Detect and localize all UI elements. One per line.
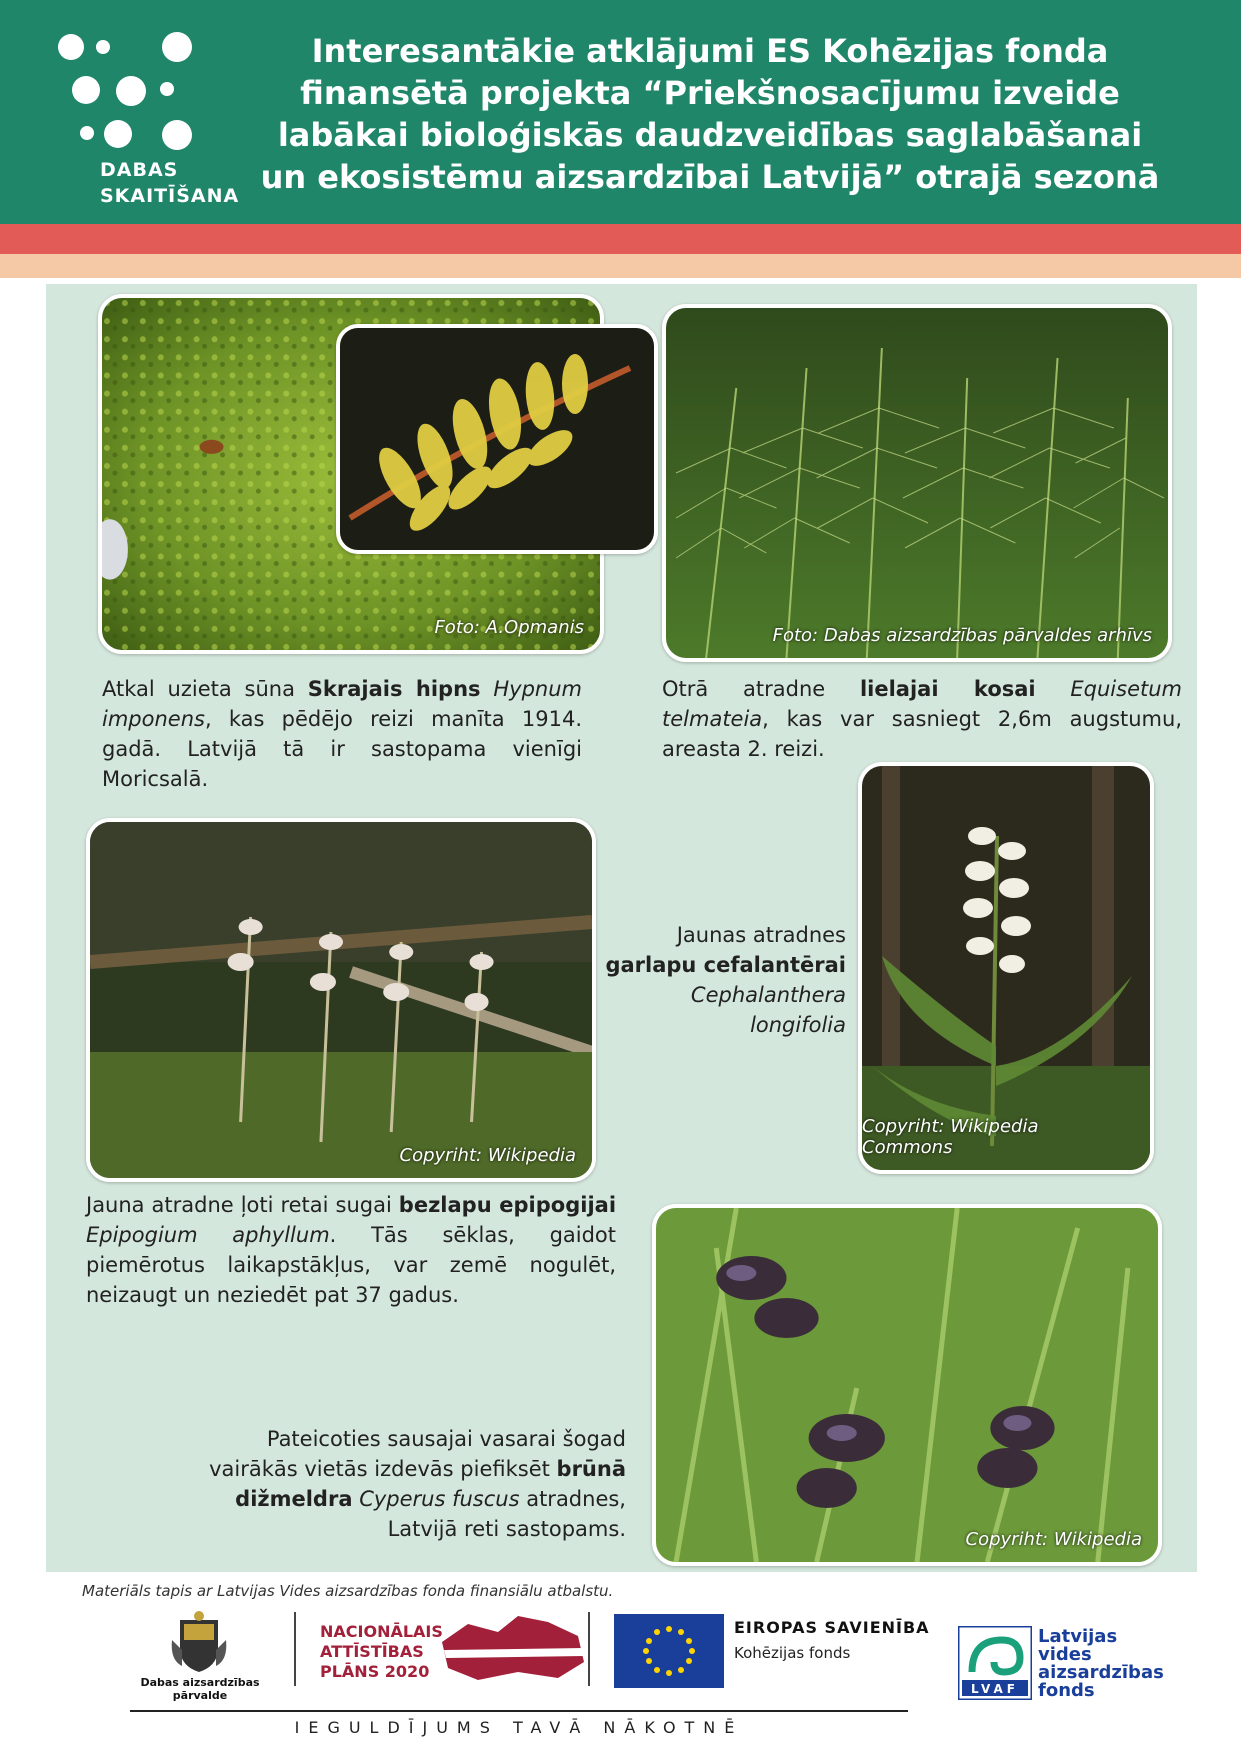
lvaf-logo-icon [958, 1626, 1032, 1700]
logo-dot [104, 120, 132, 148]
horsetail-photo [662, 304, 1172, 662]
divider [294, 1612, 296, 1686]
moss-caption-pre: Atkal uzieta sūna [102, 677, 308, 701]
cyperus-caption-pre: Pateicoties sausajai vasarai šogad vairākās vietās izdevās piefiksēt [209, 1427, 626, 1481]
nap-line-3: PLĀNS 2020 [320, 1662, 430, 1681]
cyperus-caption-post: atradnes, Latvijā reti sastopams. [387, 1487, 626, 1541]
logo-line-1: DABAS [100, 159, 179, 181]
header-stripe-peach [0, 254, 1241, 278]
cyperus-caption-bold: brūnā dižmeldra [235, 1457, 626, 1511]
horsetail-caption-pre: Otrā atradne [662, 677, 860, 701]
moss-photo-credit: Foto: A.Opmanis [434, 617, 584, 638]
lvaf-line-2: vides [1038, 1644, 1092, 1665]
cephalanthera-caption-latin-2: longifolia [750, 1013, 846, 1037]
lvaf-line-3: aizsardzības [1038, 1662, 1164, 1683]
epipogium-image [90, 822, 592, 1178]
cyperus-photo [652, 1204, 1162, 1566]
cyperus-photo-credit: Copyriht: Wikipedia [965, 1529, 1142, 1550]
horsetail-caption-post: , kas var sasniegt 2,6m augstumu, areasta 2. reizi. [662, 707, 1182, 761]
daba-label: Dabas aizsardzības pārvalde [140, 1676, 260, 1702]
logo-dot [162, 120, 192, 150]
cephalanthera-image [862, 766, 1150, 1170]
moss-caption-bold: Skrajais hipns [307, 677, 481, 701]
cyperus-caption-latin: Cyperus fuscus [359, 1487, 520, 1511]
nap-line-2: ATTĪSTĪBAS [320, 1642, 424, 1661]
logo-dot [72, 76, 100, 104]
nap-line-1: NACIONĀLAIS [320, 1622, 443, 1641]
cephalanthera-photo-credit: Copyriht: Wikipedia Commons [862, 1116, 1039, 1158]
logo-dot [160, 82, 174, 96]
logo-text [100, 157, 239, 209]
epipogium-caption [86, 1190, 616, 1310]
logo-dot [80, 126, 94, 140]
horsetail-caption [662, 674, 1182, 764]
lvaf-abbr: LVAF [971, 1682, 1019, 1696]
cyperus-caption [180, 1424, 626, 1544]
cephalanthera-caption-bold: garlapu cefalantērai [605, 953, 846, 977]
eu-subtitle: Kohēzijas fonds [734, 1644, 851, 1662]
slogan: IEGULDĪJUMS TAVĀ NĀKOTNĒ [294, 1718, 744, 1737]
lvaf-line-1: Latvijas [1038, 1626, 1118, 1647]
moss-caption-post: , kas pēdējo reizi manīta 1914. gadā. Latvijā tā ir sastopama vienīgi Moricsalā. [102, 707, 582, 791]
cephalanthera-caption-latin-1: Cephalanthera [690, 983, 846, 1007]
header-banner [0, 0, 1241, 224]
horsetail-caption-bold: lielajai kosai [859, 677, 1036, 701]
logo-dot [116, 76, 146, 106]
logo-dot [58, 34, 84, 60]
lvaf-line-4: fonds [1038, 1680, 1095, 1701]
footer-rule [130, 1710, 908, 1712]
moss-inset-photo [336, 324, 658, 554]
eu-flag-icon [614, 1614, 724, 1688]
horsetail-caption-latin: Equisetum telmateia [662, 677, 1182, 731]
epipogium-caption-bold: bezlapu epipogijai [398, 1193, 617, 1217]
cephalanthera-photo [858, 762, 1154, 1174]
logo-dot [96, 40, 110, 54]
nap-logo-text [320, 1622, 443, 1682]
logo-dot [162, 32, 192, 62]
horsetail-photo-credit: Foto: Dabas aizsardzības pārvaldes arhīvs [772, 625, 1152, 646]
funding-note: Materiāls tapis ar Latvijas Vides aizsardzības fonda finansiālu atbalstu. [82, 1582, 614, 1600]
coat-of-arms-icon [170, 1610, 228, 1674]
eu-title: EIROPAS SAVIENĪBA [734, 1618, 930, 1637]
page-title: Interesantākie atklājumi ES Kohēzijas fonda finansētā projekta “Priekšnosacījumu izveide labākai bioloģiskās daudzveidības saglabāšanai un ekosistēmu aizsardzībai Latvijā” otrajā sezonā [260, 32, 1160, 196]
latvia-map-flag-icon [438, 1612, 588, 1684]
cephalanthera-caption-pre: Jaunas atradnes [676, 923, 846, 947]
horsetail-image [666, 308, 1168, 658]
header-stripe-red [0, 224, 1241, 254]
moss-caption [102, 674, 582, 794]
logo-line-2: SKAITĪŠANA [100, 185, 240, 207]
epipogium-caption-pre: Jauna atradne ļoti retai sugai [86, 1193, 399, 1217]
divider [588, 1612, 590, 1686]
cyperus-image [656, 1208, 1158, 1562]
epipogium-caption-latin: Epipogium aphyllum [86, 1223, 330, 1247]
lvaf-text [1038, 1628, 1164, 1700]
moss-caption-latin: Hypnum imponens [102, 677, 582, 731]
moss-closeup-image [340, 328, 654, 550]
cephalanthera-caption [560, 920, 846, 1040]
epipogium-photo [86, 818, 596, 1182]
epipogium-photo-credit: Copyriht: Wikipedia [399, 1145, 576, 1166]
epipogium-caption-post: . Tās sēklas, gaidot piemērotus laikapstākļus, var zemē nogulēt, neizaugt un neziedēt pat 37 gadus. [86, 1223, 617, 1307]
